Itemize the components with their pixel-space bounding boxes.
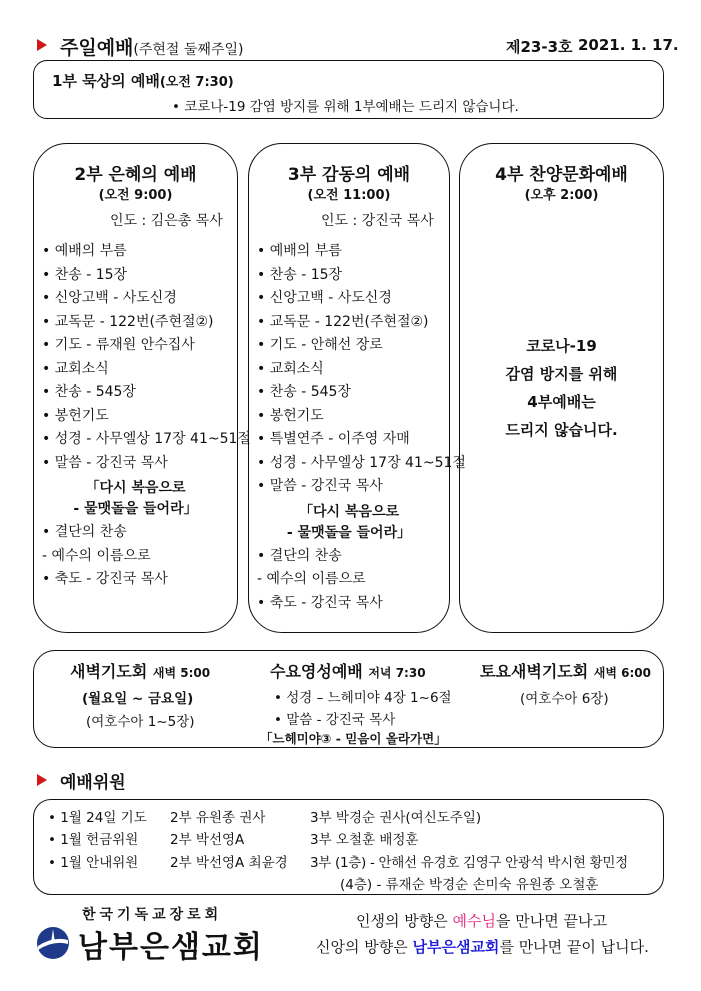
second-order-item: • 말씀 - 강진국 목사 — [42, 454, 168, 471]
third-order-item: • 성경 - 사무엘상 17장 41~51절 — [257, 454, 466, 471]
third-closing-item: • 축도 - 강진국 목사 — [257, 594, 383, 611]
committee-row-3-extra: (4층) - 류재순 박경순 손미숙 유원종 오철훈 — [340, 877, 599, 893]
second-order-item: • 기도 - 류재원 안수집사 — [42, 337, 195, 353]
second-sermon-title-2: - 물맷돌을 들어라」 — [73, 501, 198, 517]
third-service-title: 3부 감동의 예배 — [287, 165, 411, 185]
committee-row-1-label: • 1월 24일 기도 — [48, 810, 147, 826]
dawn-prayer-days: (월요일 ~ 금요일) — [82, 691, 194, 707]
third-order-item: • 신앙고백 - 사도신경 — [257, 290, 392, 306]
second-order-item: • 예배의 부름 — [42, 243, 127, 259]
committee-title: 예배위원 — [60, 773, 126, 793]
committee-row-2-label: • 1월 헌금위원 — [48, 832, 139, 848]
committee-row-1-second: 2부 유원종 권사 — [170, 810, 266, 826]
fourth-service-time: (오후 2:00) — [524, 188, 599, 203]
title-subtitle: (주현절 둘째주일) — [133, 42, 244, 58]
third-sermon-title-2: - 물맷돌을 들어라」 — [286, 524, 412, 541]
first-service-title: 1부 묵상의 예배(오전 7:30) — [52, 72, 234, 90]
header-bullet-icon — [37, 39, 47, 51]
second-order-item: • 찬송 - 15장 — [42, 266, 128, 283]
second-closing-item: • 결단의 찬송 — [42, 524, 127, 540]
third-order-item: • 찬송 - 545장 — [257, 384, 351, 400]
issue-number: 제23-3호 — [506, 38, 573, 56]
wednesday-scripture: • 성경 – 느헤미야 4장 1~6절 — [274, 690, 452, 706]
committee-row-1-third: 3부 박경순 권사(여신도주일) — [310, 810, 482, 826]
third-service-time: (오전 11:00) — [307, 188, 391, 203]
committee-row-3-label: • 1월 안내위원 — [48, 855, 139, 871]
third-order-item: • 교회소식 — [257, 360, 324, 377]
second-order-item: • 교독문 - 122번(주현절②) — [42, 313, 214, 330]
weekday-services-box — [33, 650, 664, 748]
committee-bullet-icon — [37, 774, 47, 786]
third-sermon-title-1: 「다시 복음으로 — [298, 503, 400, 520]
second-sermon-title-1: 「다시 복음으로 — [85, 480, 186, 496]
fourth-service-title: 4부 찬양문화예배 — [495, 165, 628, 185]
saturday-prayer-text: (여호수아 6장) — [520, 691, 609, 707]
dawn-prayer-text: (여호수아 1~5장) — [86, 714, 195, 730]
second-order-item: • 성경 - 사무엘상 17장 41~51절 — [42, 431, 251, 447]
second-closing-item: - 예수의 이름으로 — [42, 547, 151, 564]
committee-row-3-third: 3부 (1층) - 안해선 유경호 김영구 안광석 박시현 황민정 — [310, 855, 628, 871]
footer-motto-line-2: 신앙의 방향은 남부은샘교회를 만나면 끝이 납니다. — [316, 938, 649, 956]
third-order-item: • 기도 - 안해선 장로 — [257, 337, 383, 353]
saturday-prayer-title: 토요새벽기도회 새벽 6:00 — [480, 662, 651, 681]
third-closing-item: - 예수의 이름으로 — [257, 571, 366, 587]
second-service-leader: 인도 : 김은총 목사 — [110, 213, 223, 229]
fourth-service-box — [459, 143, 664, 633]
third-service-leader: 인도 : 강진국 목사 — [321, 213, 434, 229]
second-service-time: (오전 9:00) — [98, 188, 173, 203]
third-service-box — [248, 143, 466, 633]
committee-row-3-second: 2부 박선영A 최윤경 — [170, 855, 288, 871]
footer-motto-line-1: 인생의 방향은 예수님을 만나면 끝나고 — [356, 912, 607, 930]
second-service-title: 2부 은혜의 예배 — [74, 165, 197, 185]
second-order-item: • 봉헌기도 — [42, 407, 109, 424]
church-name: 남부은샘교회 — [78, 930, 264, 965]
third-order-item: • 말씀 - 강진국 목사 — [257, 478, 383, 494]
wednesday-sermon-title: 「느헤미야③ - 믿음이 올라가면」 — [260, 731, 447, 746]
church-logo-icon — [36, 926, 70, 960]
second-closing-item: • 축도 - 강진국 목사 — [42, 571, 168, 587]
committee-box — [33, 799, 664, 895]
fourth-service-note: 코로나-19 감염 방지를 위해 4부예배는 드리지 않습니다. — [505, 337, 618, 439]
second-order-item: • 찬송 - 545장 — [42, 384, 136, 400]
wednesday-service-title: 수요영성예배 저녁 7:30 — [270, 662, 426, 681]
third-order-item: • 예배의 부름 — [257, 243, 342, 259]
third-closing-item: • 결단의 찬송 — [257, 547, 342, 564]
third-order-item: • 특별연주 - 이주영 자매 — [257, 431, 410, 447]
title-text: 주일예배 — [60, 37, 134, 59]
wednesday-sermon-speaker: • 말씀 - 강진국 목사 — [274, 712, 396, 728]
first-service-box — [33, 60, 664, 119]
third-order-item: • 찬송 - 15장 — [257, 266, 343, 283]
committee-row-2-second: 2부 박선영A — [170, 832, 245, 848]
committee-row-2-third: 3부 오철훈 배정훈 — [310, 832, 419, 848]
denomination-name: 한국기독교장로회 — [82, 907, 223, 923]
third-order-item: • 교독문 - 122번(주현절②) — [257, 313, 429, 330]
third-order-item: • 봉헌기도 — [257, 407, 324, 424]
issue-date: 2021. 1. 17. — [578, 36, 679, 54]
second-service-box — [33, 143, 251, 633]
first-service-note: • 코로나-19 감염 방지를 위해 1부예배는 드리지 않습니다. — [172, 99, 519, 115]
page-title — [60, 33, 243, 60]
second-order-item: • 신앙고백 - 사도신경 — [42, 290, 177, 306]
dawn-prayer-title: 새벽기도회 새벽 5:00 — [70, 662, 211, 681]
second-order-item: • 교회소식 — [42, 360, 109, 377]
